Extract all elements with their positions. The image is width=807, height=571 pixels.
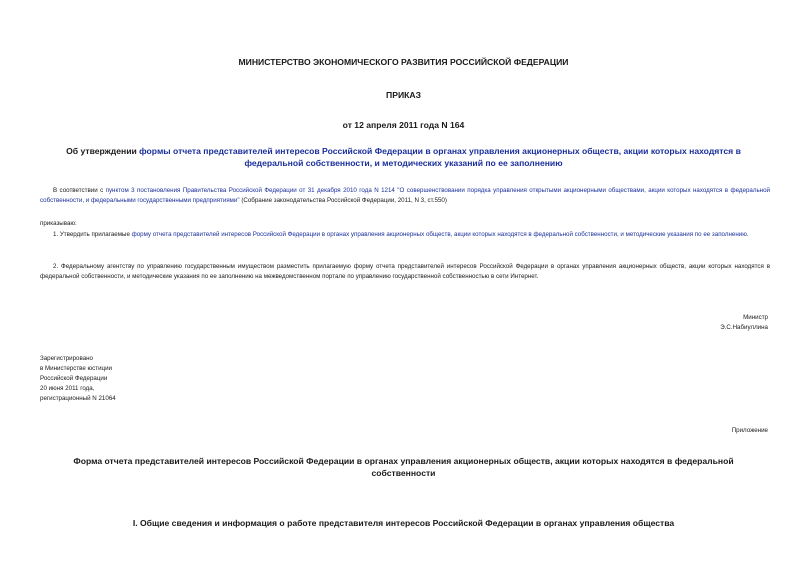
signature-block — [720, 313, 768, 333]
date-number-heading: от 12 апреля 2011 года N 164 — [342, 120, 465, 130]
form-title: Форма отчета представителей интересов Российской Федерации в органах управления акционерных обществ, акции которых находятся в федеральной собственности — [73, 456, 734, 478]
registration-line-4: 20 июня 2011 года, — [40, 385, 95, 392]
subject-heading — [40, 145, 767, 169]
registration-line-2: в Министерстве юстиции — [40, 365, 113, 372]
item-1-part2: . — [746, 231, 749, 238]
section-1-title: I. Общие сведения и информация о работе представителя интересов Российской Федерации в органах управления общества — [132, 518, 675, 528]
preamble-paragraph — [40, 186, 770, 206]
preamble-decree-link[interactable]: пунктом 3 постановления Правительства Российской Федерации от 31 декабря 2010 года N 1214 "О совершенствовании порядка управления открытыми акционерными обществами, акции которых находятся в федеральной собственности, и федеральными государственными предприятиями" — [40, 187, 770, 204]
subject-prefix: Об утверждении — [66, 146, 140, 156]
registration-line-3: Российской Федерации — [40, 375, 108, 382]
doc-type-heading: ПРИКАЗ — [386, 90, 421, 100]
registration-line-5: регистрационный N 21064 — [40, 395, 116, 402]
order-word: приказываю: — [40, 220, 77, 227]
registration-line-1: Зарегистрировано — [40, 355, 93, 362]
item-1-paragraph — [40, 230, 770, 240]
registration-block — [40, 354, 116, 404]
item-1-form-link[interactable]: форму отчета представителей интересов Российской Федерации в органах управления акционерных обществ, акции которых находятся в федеральной собственности, и методические указания по ее заполнению — [131, 231, 747, 238]
signature-name: Э.С.Набиуллина — [720, 324, 768, 331]
item-1-part1: 1. Утвердить прилагаемые — [53, 231, 132, 238]
ministry-heading: МИНИСТЕРСТВО ЭКОНОМИЧЕСКОГО РАЗВИТИЯ РОССИЙСКОЙ ФЕДЕРАЦИИ — [238, 57, 569, 67]
preamble-part2: (Собрание законодательства Российской Федерации, 2011, N 3, ст.550) — [239, 197, 447, 204]
signature-title: Министр — [743, 314, 768, 321]
item-2-paragraph: 2. Федеральному агентству по управлению государственным имуществом разместить прилагаемую форму отчета представителей интересов Российской Федерации в органах управления акционерных обществ, акции которых находятся в федеральной собственности, и методические указания по ее заполнению на межведомственном портале по управлению государственной собственностью в сети Интернет. — [40, 263, 770, 280]
subject-form-link[interactable]: формы отчета представителей интересов Российской Федерации в органах управления акционерных обществ, акции которых находятся в федеральной собственности, и методических указаний по ее заполнению — [139, 146, 741, 168]
preamble-part1: В соответствии с — [53, 187, 106, 194]
appendix-label: Приложение — [731, 427, 768, 434]
